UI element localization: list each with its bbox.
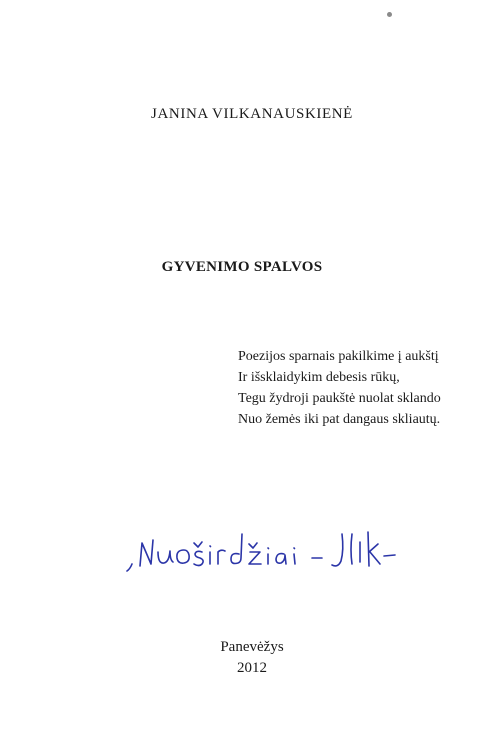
epigraph-poem: [238, 346, 478, 430]
pencil-mark: [387, 12, 392, 17]
author-name: JANINA VILKANAUSKIENĖ: [151, 106, 353, 122]
book-title: GYVENIMO SPALVOS: [161, 259, 323, 275]
imprint: [0, 637, 504, 679]
poem-line: Ir išsklaidykim debesis rūkų,: [238, 370, 400, 385]
poem-line: Tegu žydroji paukštė nuolat sklando: [238, 391, 441, 406]
publication-city: Panevėžys: [220, 639, 284, 655]
poem-line: Nuo žemės iki pat dangaus skliautų.: [238, 412, 441, 427]
publication-year: 2012: [237, 660, 267, 676]
poem-line: Poezijos sparnais pakilkime į aukštį: [238, 349, 439, 364]
handwritten-inscription: [118, 510, 438, 586]
